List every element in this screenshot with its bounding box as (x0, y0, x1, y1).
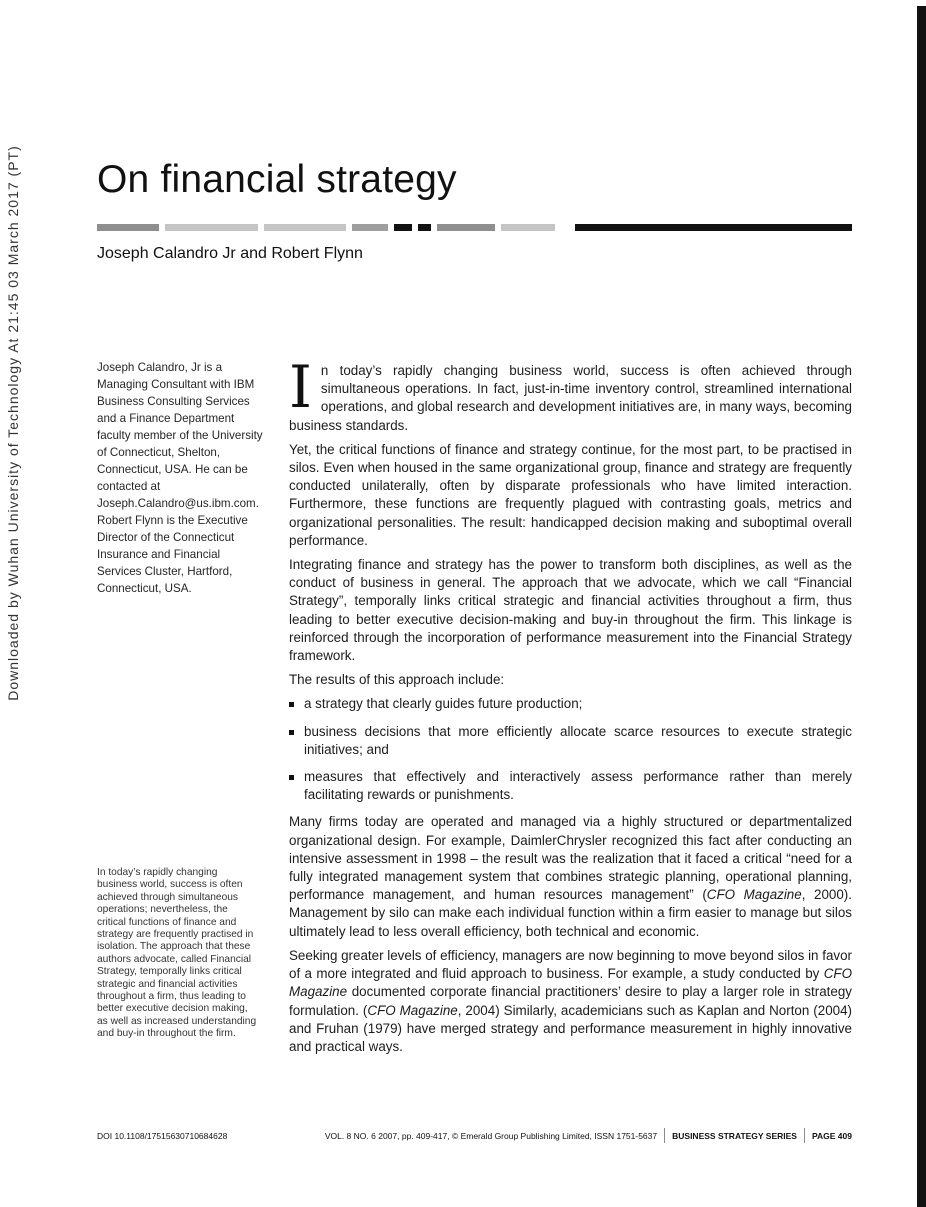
article-body (289, 353, 853, 1062)
bullet-square-icon (289, 730, 294, 735)
lead-paragraph (289, 353, 852, 435)
article-title: On financial strategy (97, 158, 457, 201)
journal-name: BUSINESS STRATEGY SERIES (672, 1130, 797, 1141)
lead-text: n today’s rapidly changing business world, success is often achieved through simultaneous operations. In fact, just-in-time inventory control, streamlined international operations, and global research and development initiatives are, in many ways, becoming business standards. (289, 363, 852, 433)
list-item (289, 723, 852, 759)
results-list (289, 695, 852, 804)
paragraph-silo-management: Many firms today are operated and managed via a highly structured or departmentalized organizational design. For example, DaimlerChrysler recognized this fact after conducting an intensive assessment in 1998 – the result was the realization that it faced a critical “need for a fully integrated management system that combines strategic planning, operational planning, performance management, and human resources management” (CFO Magazine, 2000). Management by silo can make each individual function within a firm easier to manage but silos ultimately lead to less overall efficiency, both technical and economic. (289, 814, 852, 939)
paragraph-silos: Yet, the critical functions of finance and strategy continue, for the most part, to be practised in silos. Even when housed in the same organizational group, finance and strategy are frequently conducted unilaterally, often by disparate professionals who have limited interaction. Furthermore, these functions are frequently plagued with contrasting goals, metrics and organizational personalities. The result: handicapped decision making and suboptimal overall performance. (289, 441, 852, 548)
page-edge-bar (917, 6, 926, 1207)
bullet-text: measures that effectively and interactively assess performance rather than merely facilitating rewards or punishments. (304, 769, 852, 803)
citation-text: VOL. 8 NO. 6 2007, pp. 409-417, © Emerald Group Publishing Limited, ISSN 1751-5637 (324, 1130, 658, 1141)
paragraph-integration: Integrating finance and strategy has the power to transform both disciplines, as well as the conduct of business in general. The approach that we advocate, which we call “Financial Strategy”, temporally links critical strategic and financial activities throughout a firm, thus leading to better executive decision-making and buy-in throughout the firm. This linkage is reinforced through the incorporation of performance measurement into the Financial Strategy framework. (289, 557, 852, 664)
paragraph-efficiency: Seeking greater levels of efficiency, managers are now beginning to move beyond silos in favor of a more integrated and fluid approach to business. For example, a study conducted by CFO Magazine documented corporate financial practitioners’ desire to play a larger role in strategy formulation. (CFO Magazine, 2004) Similarly, academicians such as Kaplan and Norton (2004) and Fruhan (1979) have merged strategy and performance measurement in highly innovative and practical ways. (289, 947, 853, 1054)
footer-divider (664, 1128, 665, 1143)
author-bio: Joseph Calandro, Jr is a Managing Consultant with IBM Business Consulting Services and a Finance Department faculty member of the University of Connecticut, Shelton, Connecticut, USA. He can be contacted at Joseph.Calandro@us.ibm.com. Robert Flynn is the Executive Director of the Connecticut Insurance and Financial Services Cluster, Hartford, Connecticut, USA. (97, 361, 263, 595)
doi-text: DOI 10.1108/17515630710684628 (97, 1130, 228, 1141)
footer-divider (804, 1128, 805, 1143)
authors-line: Joseph Calandro Jr and Robert Flynn (97, 245, 363, 262)
page-number: PAGE 409 (811, 1130, 852, 1141)
footer (97, 1128, 852, 1143)
bullet-text: business decisions that more efficiently allocate scarce resources to execute strategic initiatives; and (304, 723, 852, 757)
title-rule (97, 224, 852, 231)
list-item (289, 768, 852, 804)
list-item (289, 695, 852, 713)
bullet-square-icon (289, 775, 294, 780)
bullet-square-icon (289, 702, 294, 707)
bullet-text: a strategy that clearly guides future production; (304, 696, 583, 712)
download-watermark: Downloaded by Wuhan University of Technology At 21:45 03 March 2017 (PT) (5, 145, 21, 701)
results-intro: The results of this approach include: (289, 672, 505, 688)
abstract-text: In today’s rapidly changing business world, success is often achieved through simultaneous operations; nevertheless, the critical functions of finance and strategy are frequently practised in isolation. The approach that these authors advocate, called Financial Strategy, temporally links critical strategic and financial activities throughout a firm, thus leading to better executive decision making, as well as increased understanding and buy-in throughout the firm. (97, 867, 257, 1040)
drop-cap: I (289, 353, 312, 421)
